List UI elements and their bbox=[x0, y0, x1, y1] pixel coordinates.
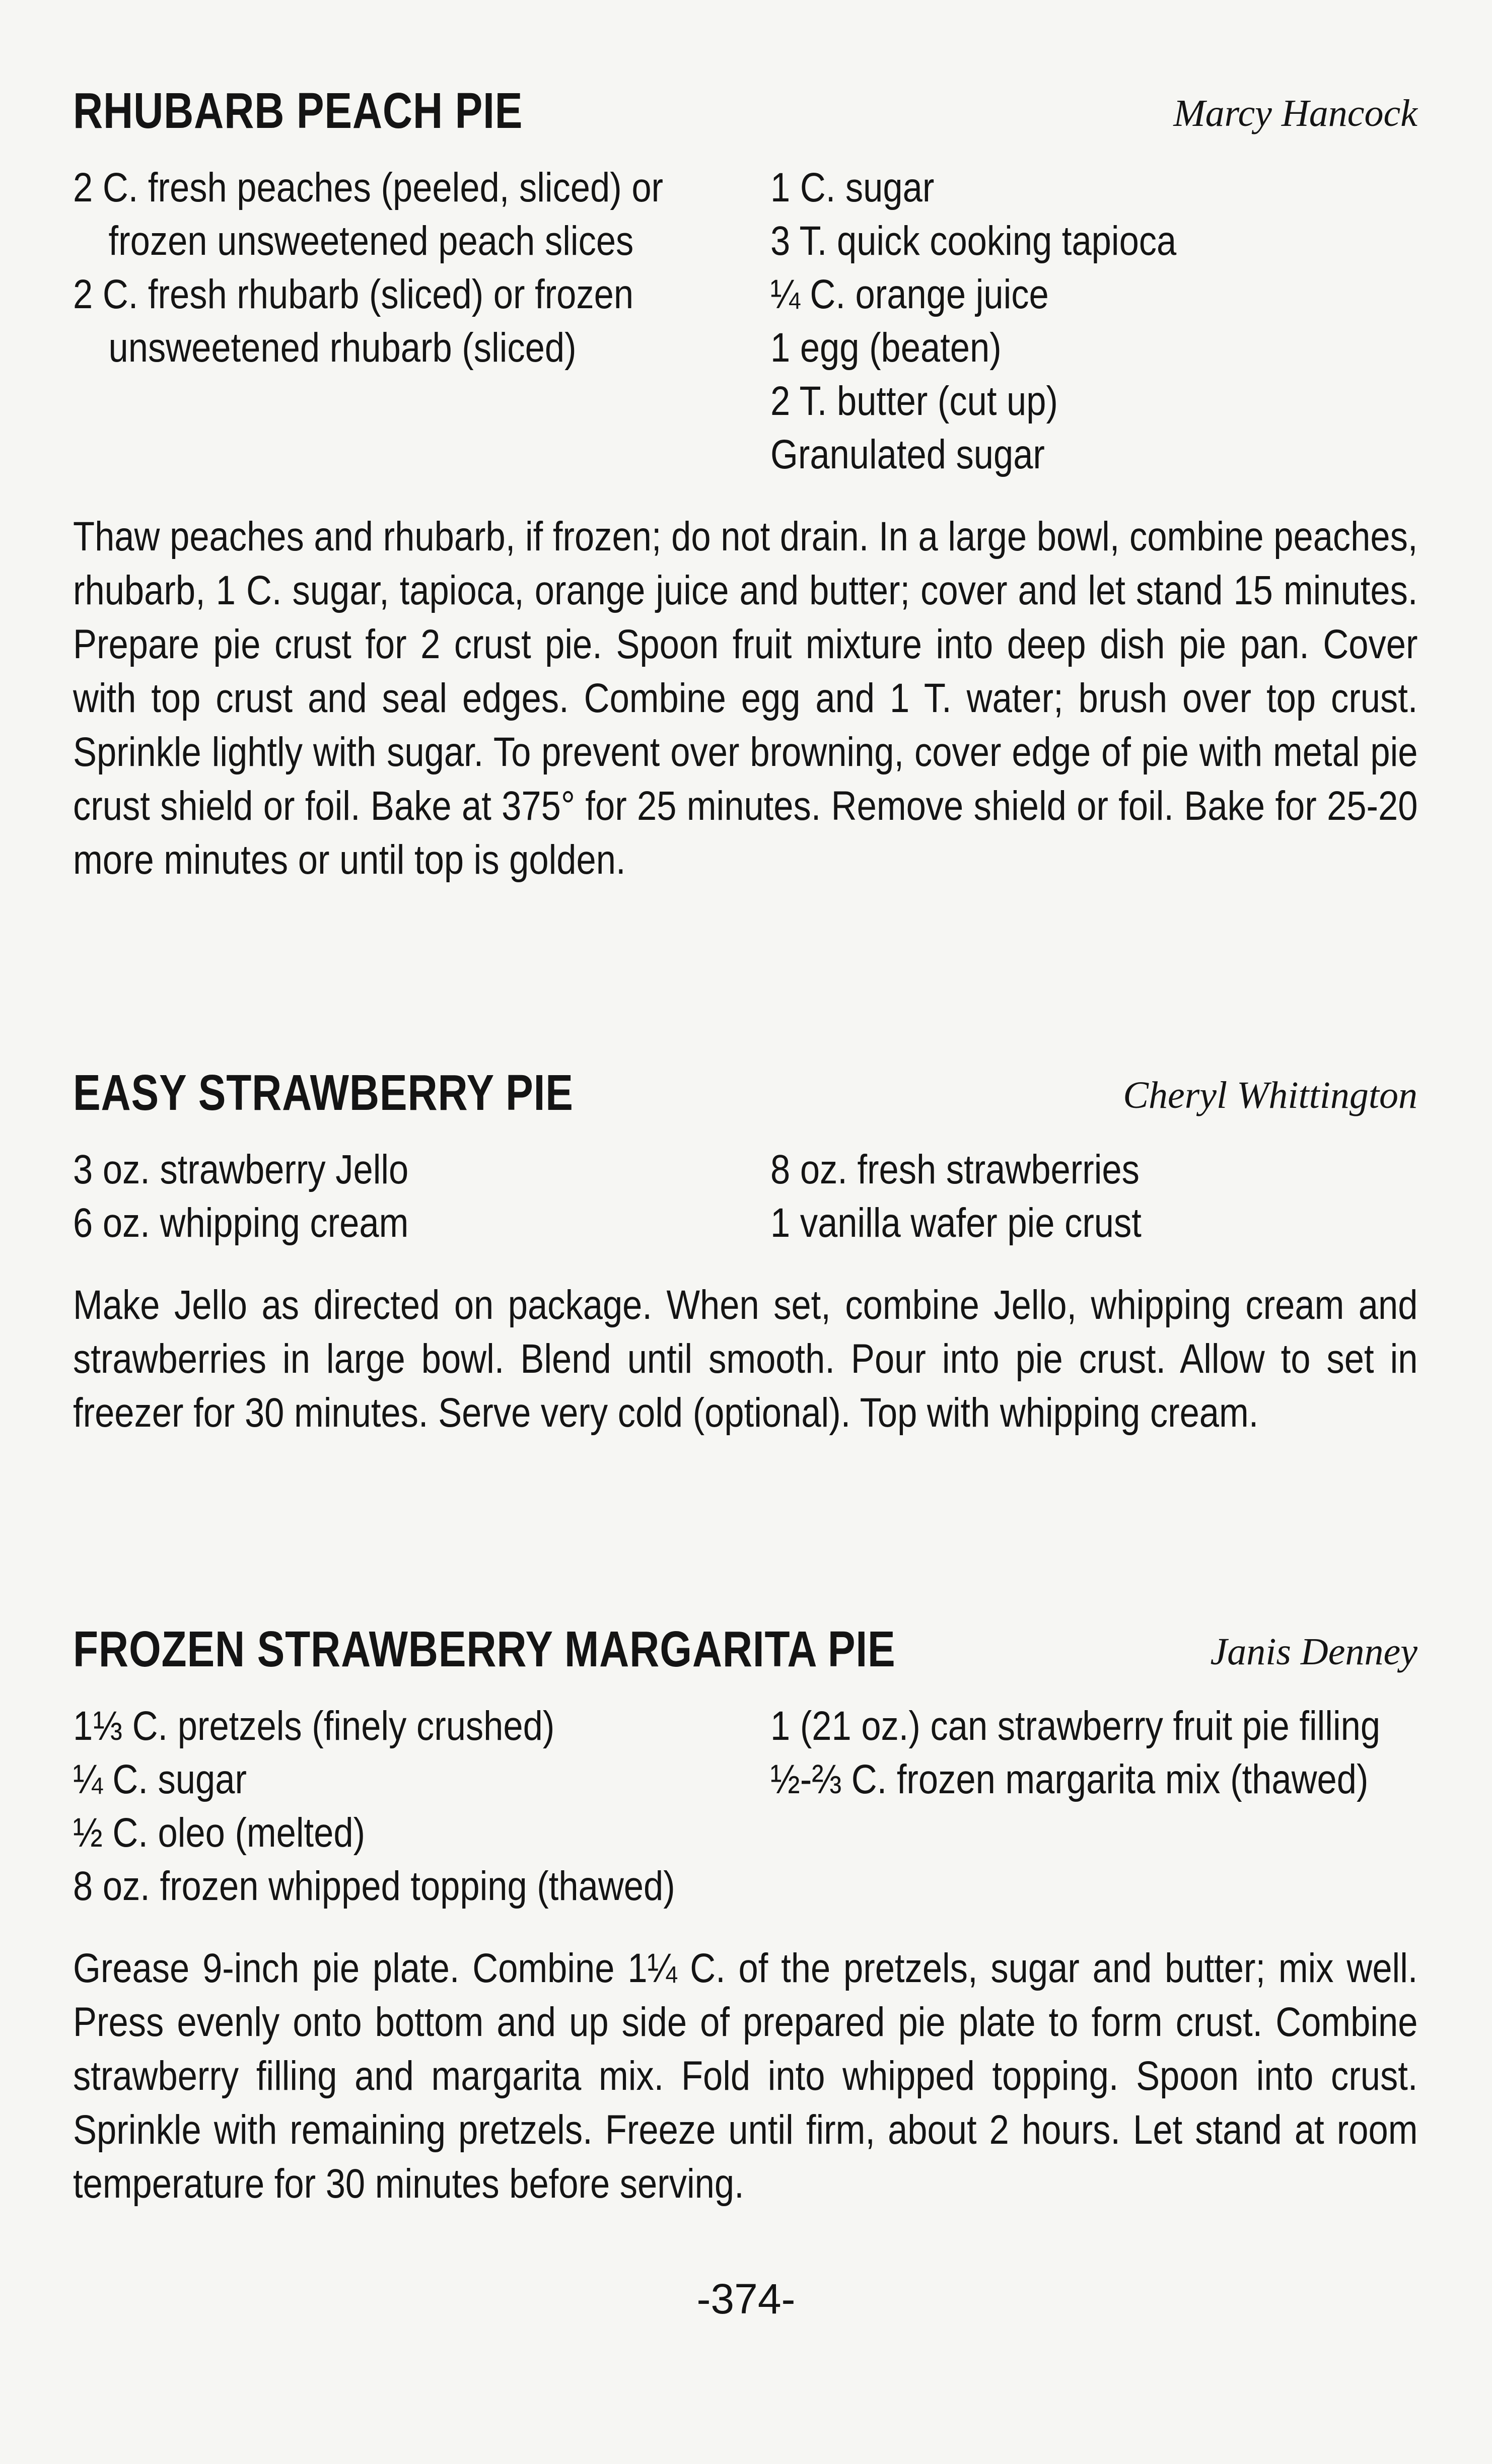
recipe-title: RHUBARB PEACH PIE bbox=[73, 83, 523, 139]
ingredients-left-column bbox=[73, 1700, 770, 1913]
ingredient-item: 8 oz. fresh strawberries bbox=[770, 1147, 1140, 1192]
ingredients-left-column bbox=[73, 161, 770, 481]
ingredient-item: 8 oz. frozen whipped topping (thawed) bbox=[73, 1863, 675, 1909]
ingredient-item: 2 C. fresh peaches (peeled, sliced) or frozen unsweetened peach slices bbox=[73, 165, 673, 264]
ingredient-item: ¼ C. sugar bbox=[73, 1756, 247, 1802]
recipe-author: Janis Denney bbox=[1210, 1631, 1417, 1673]
ingredient-item: 1 vanilla wafer pie crust bbox=[770, 1200, 1142, 1246]
recipe-directions: Make Jello as directed on package. When set, combine Jello, whipping cream and strawberries in large bowl. Blend until smooth. Pour into pie crust. Allow to set in freezer for 30 minutes. Serve very cold (optional). Top with whipping cream. bbox=[73, 1282, 1418, 1436]
recipe-title: FROZEN STRAWBERRY MARGARITA PIE bbox=[73, 1621, 896, 1677]
ingredients-left-column bbox=[73, 1143, 770, 1250]
ingredient-item: 1 C. sugar bbox=[770, 165, 935, 210]
ingredient-item: ½-⅔ C. frozen margarita mix (thawed) bbox=[770, 1756, 1369, 1802]
ingredient-item: 6 oz. whipping cream bbox=[73, 1200, 409, 1246]
recipe-header bbox=[73, 81, 1417, 141]
ingredient-item: ¼ C. orange juice bbox=[770, 271, 1049, 317]
ingredients-list bbox=[73, 161, 1417, 481]
ingredient-item: 2 C. fresh rhubarb (sliced) or frozen unsweetened rhubarb (sliced) bbox=[73, 271, 644, 371]
ingredients-right-column bbox=[770, 1700, 1417, 1913]
recipe-title: EASY STRAWBERRY PIE bbox=[73, 1065, 574, 1121]
recipe-header bbox=[73, 1619, 1417, 1679]
ingredient-item: Granulated sugar bbox=[770, 432, 1045, 477]
ingredients-right-column bbox=[770, 161, 1417, 481]
recipe-header bbox=[73, 1063, 1417, 1123]
ingredient-item: ½ C. oleo (melted) bbox=[73, 1810, 366, 1856]
ingredient-item: 2 T. butter (cut up) bbox=[770, 378, 1058, 424]
ingredient-item: 1 egg (beaten) bbox=[770, 325, 1002, 371]
recipe-frozen-strawberry-margarita-pie bbox=[73, 1619, 1417, 2211]
ingredient-item: 3 oz. strawberry Jello bbox=[73, 1147, 409, 1192]
ingredient-item: 3 T. quick cooking tapioca bbox=[770, 218, 1177, 264]
recipe-easy-strawberry-pie bbox=[73, 1063, 1417, 1440]
recipe-author: Cheryl Whittington bbox=[1123, 1074, 1417, 1116]
recipe-directions: Grease 9-inch pie plate. Combine 1¼ C. of the pretzels, sugar and butter; mix well. Press evenly onto bottom and up side of prepared pie plate to form crust. Combine strawberry filling and margarita mix. Fold into whipped topping. Spoon into crust. Sprinkle with remaining pretzels. Freeze until firm, about 2 hours. Let stand at room temperature for 30 minutes before serving. bbox=[73, 1945, 1418, 2207]
page-number: -374- bbox=[696, 2275, 796, 2322]
ingredients-list bbox=[73, 1143, 1417, 1250]
recipe-directions: Thaw peaches and rhubarb, if frozen; do not drain. In a large bowl, combine peaches, rhubarb, 1 C. sugar, tapioca, orange juice and butter; cover and let stand 15 minutes. Prepare pie crust for 2 crust pie. Spoon fruit mixture into deep dish pie pan. Cover with top crust and seal edges. Combine egg and 1 T. water; brush over top crust. Sprinkle lightly with sugar. To prevent over browning, cover edge of pie with metal pie crust shield or foil. Bake at 375° for 25 minutes. Remove shield or foil. Bake for 25-20 more minutes or until top is golden. bbox=[73, 514, 1418, 883]
recipe-author: Marcy Hancock bbox=[1173, 92, 1417, 134]
ingredient-item: 1⅓ C. pretzels (finely crushed) bbox=[73, 1703, 555, 1749]
ingredients-right-column bbox=[770, 1143, 1417, 1250]
ingredient-item: 1 (21 oz.) can strawberry fruit pie filling bbox=[770, 1703, 1381, 1749]
ingredients-list bbox=[73, 1700, 1417, 1913]
recipe-rhubarb-peach-pie bbox=[73, 81, 1417, 887]
